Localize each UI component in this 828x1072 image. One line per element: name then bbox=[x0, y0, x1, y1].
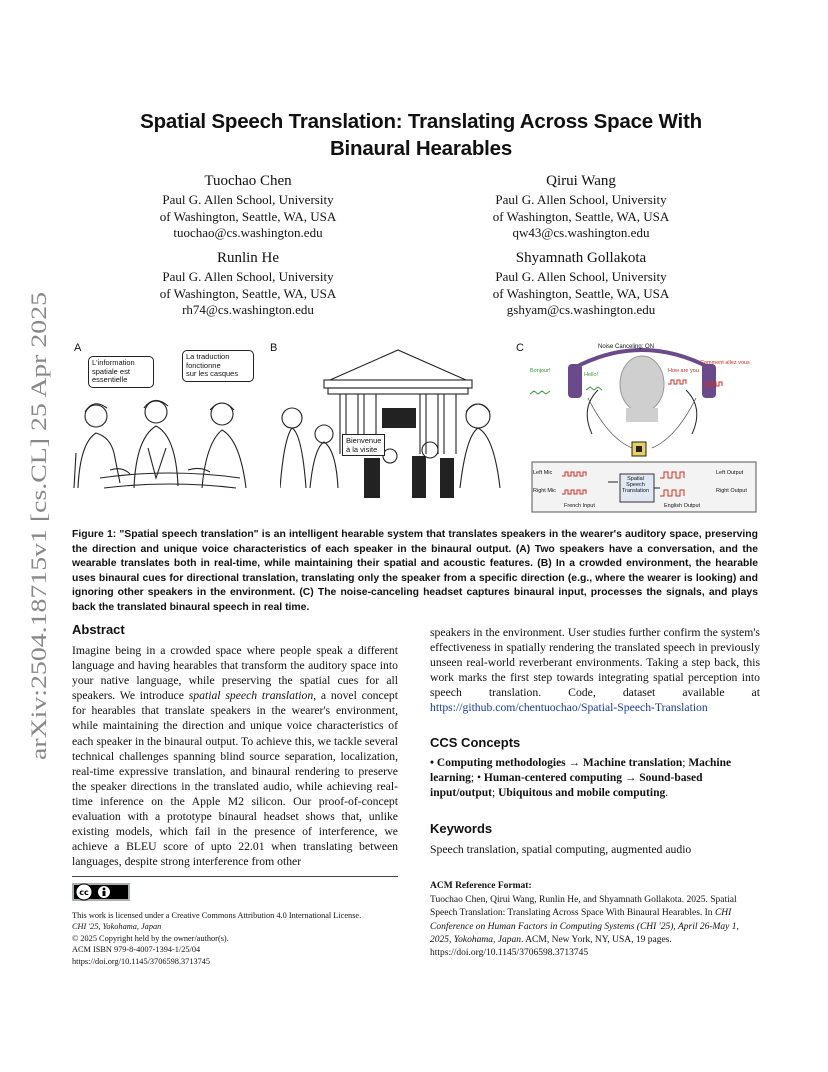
ccs-concept: Machine learning bbox=[430, 757, 732, 784]
author-affiliation: of Washington, Seattle, WA, USA bbox=[492, 285, 670, 301]
license-text bbox=[72, 910, 398, 967]
acm-reference bbox=[430, 880, 760, 960]
abstract-part-2: , a novel concept for hearables that translate speakers in the wearer's environment, while maintaining the direction and unique voice characteristics of each speaker in the binaural output. To achieve this, we tackle several technical challenges spanning blind source separation, localization, real-time expressive translation, and binaural rendering to preserve the speaker directions in the translated audio, while achieving real-time inference on the Apple M2 silicon. Our proof-of-concept evaluation with a prototype binaural headset shows that, unlike existing models, which fail in the presence of interference, we achieve a BLEU score of upto 22.01 when translating between languages, despite strong interference from other bbox=[72, 689, 398, 869]
author-affiliation: Paul G. Allen School, University bbox=[495, 269, 667, 284]
acm-authors: Tuochao Chen, Qirui Wang, Runlin He, and Shyamnath Gollakota. 2025. Spatial Speech Translation: Translating Across Space With Binaural Hearables. In bbox=[430, 895, 737, 919]
ccs-concept: Ubiquitous and mobile computing bbox=[498, 787, 666, 799]
abstract-text-continued bbox=[430, 625, 760, 716]
acm-tail: . ACM, New York, NY, USA, 19 pages. bbox=[520, 934, 672, 945]
box-line: Spatial bbox=[627, 476, 644, 482]
license-venue: CHI '25, Yokohama, Japan bbox=[72, 922, 162, 932]
abstract-part-1: Imagine being in a crowded space where people speak a different language and having hearables that transform the auditory space into your native language, while preserving the spatial cues for all speakers. We introduce bbox=[72, 644, 398, 703]
how-are-you-label: How are you bbox=[668, 368, 699, 374]
keywords-text: Speech translation, spatial computing, augmented audio bbox=[430, 843, 692, 856]
bubble-line: sur les casques bbox=[186, 369, 239, 378]
box-line: Translation bbox=[622, 488, 650, 494]
sign-line: Bienvenue bbox=[346, 436, 382, 445]
author-affiliation: of Washington, Seattle, WA, USA bbox=[159, 208, 337, 224]
author-block-1 bbox=[148, 172, 348, 242]
author-affiliation: of Washington, Seattle, WA, USA bbox=[492, 208, 670, 224]
abstract-text bbox=[72, 643, 398, 869]
french-input-label: French Input bbox=[564, 503, 595, 509]
bubble-line: essentielle bbox=[92, 375, 128, 384]
panel-b-label: B bbox=[270, 342, 278, 354]
ccs-concepts bbox=[430, 756, 760, 801]
license-doi[interactable]: https://doi.org/10.1145/3706598.3713745 bbox=[72, 956, 211, 966]
author-name: Runlin He bbox=[216, 250, 280, 266]
author-name: Qirui Wang bbox=[546, 173, 616, 189]
comment-allez-vous-label: Comment allez vous bbox=[700, 360, 750, 366]
panel-c-label: C bbox=[516, 342, 524, 354]
english-output-label: English Output bbox=[664, 503, 701, 509]
speech-bubble-1 bbox=[88, 356, 154, 388]
bubble-line: spatiale est bbox=[92, 366, 130, 376]
author-email: tuochao@cs.washington.edu bbox=[173, 225, 323, 240]
box-line: Speech bbox=[626, 482, 645, 488]
hello-label: Hello! bbox=[584, 372, 599, 378]
acm-reference-text bbox=[430, 894, 760, 960]
bubble-line: fonctionne bbox=[186, 360, 221, 370]
acm-reference-heading: ACM Reference Format: bbox=[430, 881, 532, 891]
bubble-line: L'information bbox=[92, 358, 135, 367]
author-name: Tuochao Chen bbox=[204, 173, 292, 189]
author-block-4 bbox=[481, 249, 681, 319]
spatial-speech-translation-box bbox=[622, 476, 649, 494]
bonjour-label: Bonjour! bbox=[530, 368, 551, 374]
ccs-separator: ; bbox=[682, 757, 689, 769]
left-output-label: Left Output bbox=[716, 470, 744, 476]
author-email: qw43@cs.washington.edu bbox=[512, 225, 650, 240]
author-affiliation: Paul G. Allen School, University bbox=[162, 192, 334, 207]
license-block bbox=[72, 876, 398, 967]
author-name: Shyamnath Gollakota bbox=[515, 250, 647, 266]
right-output-label: Right Output bbox=[716, 488, 747, 494]
figure-caption: Figure 1: "Spatial speech translation" is an intelligent hearable system that translates speakers in the wearer's auditory space, preserving the direction and unique voice characteristics of each speaker in the binaural output. (A) Two speakers have a conversation, and the wearable translates both in real-time, while maintaining their spatial and acoustic features. (B) In a crowded environment, the hearable uses binaural cues for directional translation, translating only the speaker from a specific direction (e.g., where the wearer is looking) and ignoring other speakers in the environment. (C) The noise-canceling headset captures binaural input, processes the signals, and plays back the translated binaural speech in real time. bbox=[72, 529, 758, 613]
license-line: This work is licensed under a Creative Commons Attribution 4.0 International License. bbox=[72, 911, 362, 920]
title-line-1: Spatial Speech Translation: Translating Across Space With bbox=[140, 110, 702, 133]
ccs-separator: ; bbox=[492, 787, 499, 799]
author-affiliation: Paul G. Allen School, University bbox=[162, 269, 334, 284]
paper-title bbox=[86, 108, 756, 162]
left-mic-label: Left Mic bbox=[533, 470, 553, 476]
arxiv-id-text: arXiv:2504.18715v1 [cs.CL] 25 Apr 2025 bbox=[26, 389, 51, 760]
arxiv-side-stamp bbox=[24, 290, 54, 760]
author-block-3 bbox=[148, 249, 348, 319]
acm-doi[interactable]: https://doi.org/10.1145/3706598.3713745 bbox=[430, 948, 589, 959]
welcome-sign bbox=[342, 434, 385, 456]
title-line-2: Binaural Hearables bbox=[329, 137, 513, 160]
keywords-heading: Keywords bbox=[430, 821, 493, 836]
panel-a-label: A bbox=[74, 342, 82, 354]
license-line: ACM ISBN 979-8-4007-1394-1/25/04 bbox=[72, 945, 201, 955]
author-email: rh74@cs.washington.edu bbox=[182, 302, 314, 317]
author-email: gshyam@cs.washington.edu bbox=[506, 302, 656, 317]
abstract-heading: Abstract bbox=[72, 622, 125, 637]
bubble-line: La traduction bbox=[186, 352, 230, 361]
author-affiliation: of Washington, Seattle, WA, USA bbox=[159, 285, 337, 301]
code-link[interactable]: https://github.com/chentuochao/Spatial-Speech-Translation bbox=[430, 701, 708, 715]
speech-bubble-2 bbox=[182, 350, 254, 382]
acm-venue: CHI Conference on Human Factors in Computing Systems (CHI '25), April 26-May 1, 2025, Yokohama, Japan bbox=[430, 908, 739, 945]
ccs-separator: ; • bbox=[470, 772, 484, 784]
right-mic-label: Right Mic bbox=[533, 488, 556, 494]
license-divider bbox=[72, 876, 398, 877]
abstract-continued: speakers in the environment. User studies further confirm the system's effectiveness in spatially rendering the translated speech in previously unseen real-world reverberant environments. Taking a step back, this work marks the first step towards integrating spatial perception into speech translation. Code, dataset available at bbox=[430, 626, 760, 700]
license-line: © 2025 Copyright held by the owner/author(s). bbox=[72, 933, 229, 943]
abstract-emphasis: spatial speech translation bbox=[188, 689, 314, 703]
sign-line: à la visite bbox=[346, 445, 378, 454]
cc-by-icon bbox=[72, 883, 130, 901]
noise-canceling-label: Noise Canceling: ON bbox=[598, 344, 655, 350]
ccs-separator: . bbox=[665, 787, 669, 799]
svg-text:cc: cc bbox=[79, 888, 89, 897]
author-affiliation: Paul G. Allen School, University bbox=[495, 192, 667, 207]
ccs-concept: Human-centered computing → Sound-based input/output bbox=[430, 772, 703, 799]
panel-b-illustration bbox=[280, 338, 510, 518]
author-block-2 bbox=[481, 172, 681, 242]
ccs-heading: CCS Concepts bbox=[430, 735, 521, 750]
figure-1 bbox=[70, 338, 760, 518]
ccs-concept: • Computing methodologies → Machine translation bbox=[430, 757, 683, 769]
